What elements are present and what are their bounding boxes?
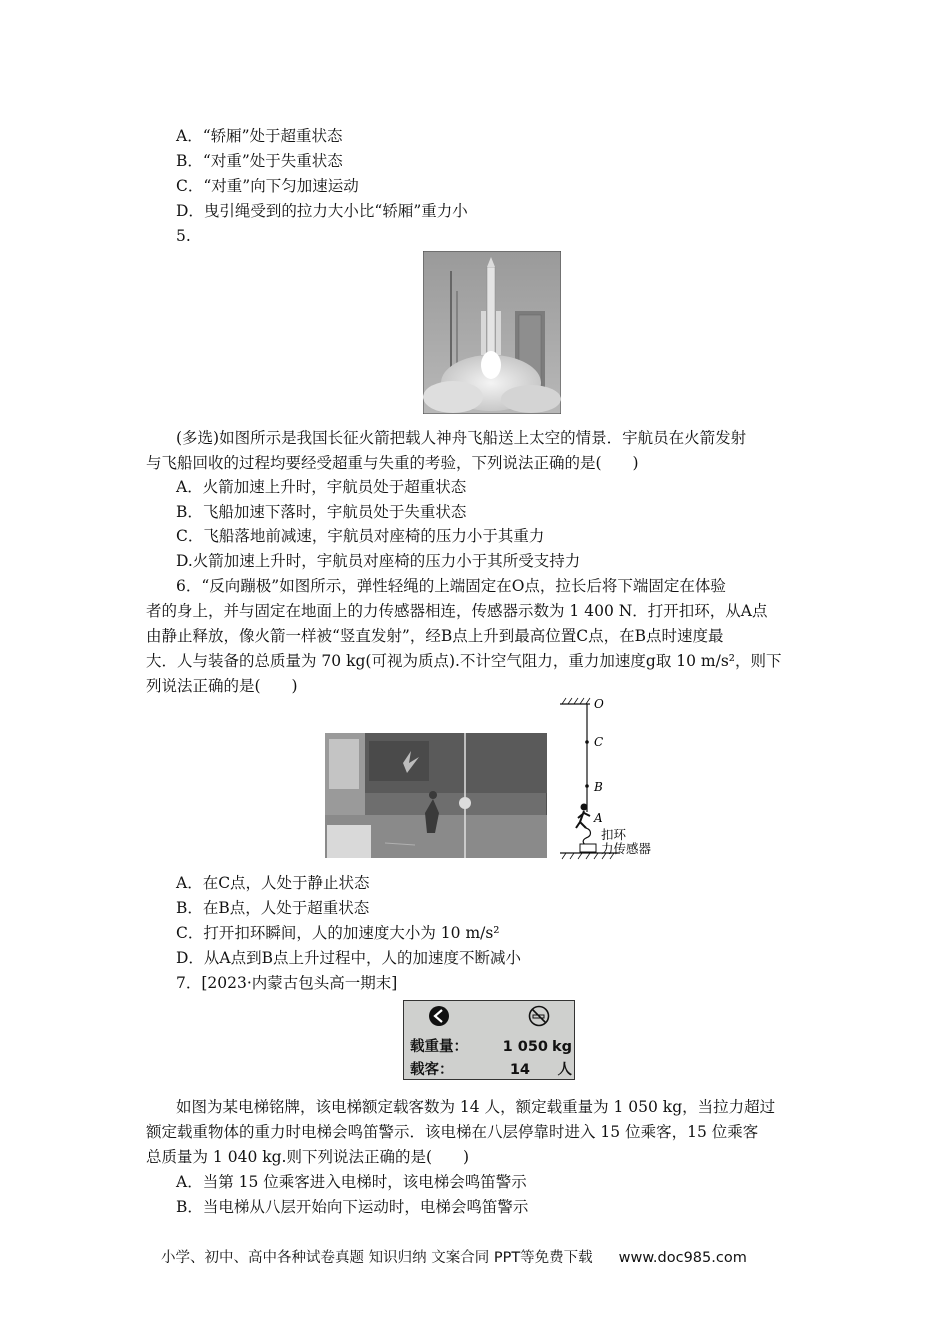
no-smoking-icon: [528, 1005, 550, 1027]
q6-option-a: A．在C点，人处于静止状态: [176, 874, 370, 892]
passenger-label: 载客：: [410, 1062, 454, 1078]
load-label: 载重量：: [410, 1039, 468, 1055]
q4-option-c: C．“对重”向下匀加速运动: [176, 177, 359, 195]
nameplate-load-row: [410, 1035, 572, 1056]
q7-header: 7．[2023·内蒙古包头高一期末]: [176, 974, 398, 992]
q5-option-b: B．飞船加速下落时，宇航员处于失重状态: [176, 503, 467, 521]
q5-option-d: D.火箭加速上升时，宇航员对座椅的压力小于其所受支持力: [176, 552, 581, 570]
point-c-label: C: [594, 735, 604, 749]
q7-stem-line-1: 如图为某电梯铭牌，该电梯额定载客数为 14 人，额定载重量为 1 050 kg，当拉力超过: [176, 1098, 776, 1116]
q7-option-a: A．当第 15 位乘客进入电梯时，该电梯会鸣笛警示: [176, 1173, 527, 1191]
point-b-label: B: [594, 780, 603, 794]
buckle-label: 扣环: [601, 827, 627, 842]
reverse-bungee-photo: [325, 733, 547, 858]
footer-url[interactable]: www.doc985.com: [618, 1250, 747, 1266]
passenger-value: 14: [509, 1062, 530, 1078]
sensor-label: 力传感器: [601, 841, 652, 856]
q6-stem-line-4: 大．人与装备的总质量为 70 kg(可视为质点).不计空气阻力，重力加速度g取 10 m/s²，则下: [146, 652, 782, 670]
q6-stem-line-5: 列说法正确的是( ): [146, 677, 298, 695]
q6-stem-line-2: 者的身上，并与固定在地面上的力传感器相连，传感器示数为 1 400 N．打开扣环，从A点: [146, 602, 768, 620]
q4-option-d: D．曳引绳受到的拉力大小比“轿厢”重力小: [176, 202, 468, 220]
q7-option-b: B．当电梯从八层开始向下运动时，电梯会鸣笛警示: [176, 1198, 529, 1216]
q5-stem-line-1: (多选)如图所示是我国长征火箭把载人神舟飞船送上太空的情景．宇航员在火箭发射: [176, 429, 747, 447]
q5-number: 5.: [176, 227, 191, 245]
passenger-unit: 人: [557, 1062, 572, 1078]
point-a-label: A: [594, 811, 603, 825]
load-unit: kg: [551, 1039, 572, 1055]
q6-option-c: C．打开扣环瞬间，人的加速度大小为 10 m/s²: [176, 924, 500, 942]
nameplate-passenger-row: [410, 1058, 572, 1079]
q4-option-b: B．“对重”处于失重状态: [176, 152, 343, 170]
q5-option-c: C．飞船落地前减速，宇航员对座椅的压力小于其重力: [176, 527, 545, 545]
person-figure: [576, 804, 590, 829]
q7-stem-line-3: 总质量为 1 040 kg.则下列说法正确的是( ): [146, 1148, 470, 1166]
rocket-launch-photo: [423, 251, 561, 414]
load-value: 1 050: [502, 1039, 548, 1055]
bungee-diagram: [560, 694, 660, 860]
back-arrow-icon: [428, 1005, 450, 1027]
page-footer: [161, 1246, 747, 1267]
q6-stem-line-3: 由静止释放，像火箭一样被“竖直发射”，经B点上升到最高位置C点，在B点时速度最: [146, 627, 724, 645]
q7-stem-line-2: 额定载重物体的重力时电梯会鸣笛警示．该电梯在八层停靠时进入 15 位乘客，15 位乘客: [146, 1123, 759, 1141]
footer-text: 小学、初中、高中各种试卷真题 知识归纳 文案合同 PPT等免费下载: [161, 1250, 593, 1266]
q5-option-a: A．火箭加速上升时，宇航员处于超重状态: [176, 478, 467, 496]
point-o-label: O: [594, 697, 604, 711]
q6-stem-line-1: 6．“反向蹦极”如图所示，弹性轻绳的上端固定在O点，拉长后将下端固定在体验: [176, 577, 726, 595]
q6-option-d: D．从A点到B点上升过程中，人的加速度不断减小: [176, 949, 522, 967]
q6-option-b: B．在B点，人处于超重状态: [176, 899, 370, 917]
q5-stem-line-2: 与飞船回收的过程均要经受超重与失重的考验，下列说法正确的是( ): [146, 454, 639, 472]
q4-option-a: A．“轿厢”处于超重状态: [176, 127, 343, 145]
elevator-nameplate: [403, 1000, 575, 1080]
